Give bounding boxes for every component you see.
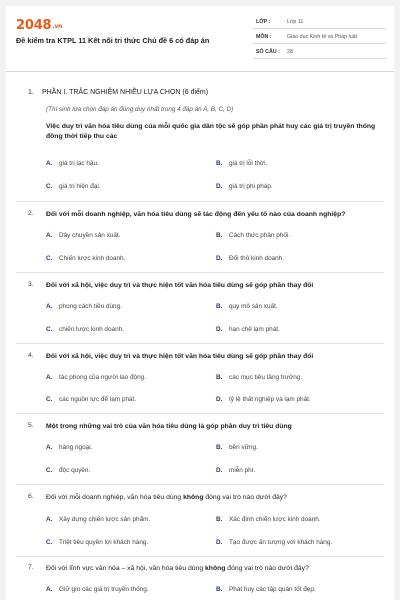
option-a[interactable]	[46, 303, 122, 310]
option-letter: B.	[216, 586, 223, 593]
option-text: Đối thủ kinh doanh.	[229, 255, 285, 262]
option-text: hàng ngoại.	[59, 444, 93, 451]
option-text: Dây chuyền sản xuất.	[59, 232, 121, 239]
option-c[interactable]	[46, 539, 148, 546]
info-value: Lớp 11	[287, 19, 304, 25]
option-d[interactable]	[216, 326, 280, 333]
option-letter: C.	[46, 539, 53, 546]
option-b[interactable]	[216, 303, 278, 310]
option-letter: D.	[216, 326, 223, 333]
option-text: các nguồn lực để lạm phát.	[59, 396, 137, 403]
option-letter: D.	[216, 467, 223, 474]
option-letter: B.	[216, 303, 223, 310]
divider	[16, 556, 384, 557]
question-text-pre: Đối với mỗi doanh nghiệp, văn hóa tiêu dùng	[46, 494, 184, 501]
option-text: Chiến lược kinh doanh.	[59, 255, 126, 262]
option-letter: C.	[46, 183, 53, 190]
option-text: tác phong của người lao động.	[59, 374, 146, 381]
question-text: Một trong những vai trò của văn hóa tiêu dùng là góp phần duy trì tiêu dùng	[46, 423, 292, 430]
question-text: Đối với xã hội, việc duy trì và thực hiện tốt văn hóa tiêu dùng sẽ góp phần thay đổi	[46, 282, 314, 289]
option-letter: A.	[46, 374, 53, 381]
option-c[interactable]	[46, 326, 124, 333]
question-text	[46, 493, 381, 503]
question-text: Đối với mỗi doanh nghiệp, văn hóa tiêu dùng sẽ tác động đến yếu tố nào của doanh nghiệp?	[46, 211, 346, 218]
question-number: 6.	[28, 493, 34, 500]
option-text: giá trị phi pháp.	[229, 183, 273, 190]
option-a[interactable]	[46, 160, 99, 167]
divider	[16, 272, 384, 273]
option-letter: D.	[216, 539, 223, 546]
option-text: Cách thức phân phối.	[229, 232, 291, 239]
option-c[interactable]	[46, 183, 101, 190]
option-a[interactable]	[46, 232, 120, 239]
option-a[interactable]	[46, 516, 150, 523]
option-letter: A.	[46, 444, 53, 451]
question-text	[46, 564, 381, 574]
info-value: Giáo dục Kinh tế và Pháp luật	[287, 34, 358, 40]
option-letter: A.	[46, 160, 53, 167]
section-title: PHẦN I. TRẮC NGHIỆM NHIỀU LỰA CHỌN (6 điểm)	[42, 89, 209, 96]
option-d[interactable]	[216, 467, 255, 474]
option-text: Tạo được ấn tượng với khách hàng.	[229, 539, 333, 546]
option-text: Xây dựng chiến lược sản phẩm.	[59, 516, 151, 523]
question-text-pre: Đối với lĩnh vực văn hóa – xã hội, văn hóa tiêu dùng	[46, 565, 206, 572]
option-letter: A.	[46, 232, 53, 239]
option-text: Giữ gìn các giá trị truyền thống.	[59, 586, 149, 593]
instruction-text: (Thí sinh lựa chọn đáp án đúng duy nhất trong 4 đáp án A, B, C, D)	[46, 106, 234, 113]
option-letter: A.	[46, 303, 53, 310]
option-text: quy mô sản xuất.	[229, 303, 278, 310]
option-letter: C.	[46, 396, 53, 403]
info-key: SỐ CÂU :	[256, 49, 280, 55]
option-text: giá trị lỗi thời.	[229, 160, 268, 167]
question-text-emphasis: không	[183, 494, 204, 501]
option-c[interactable]	[46, 396, 136, 403]
info-row-count	[253, 44, 386, 59]
logo-domain: .vn	[52, 23, 63, 30]
section-heading	[28, 89, 208, 96]
site-logo[interactable]	[16, 18, 62, 33]
exam-page	[6, 6, 394, 600]
question-text-post: đóng vai trò nào dưới đây?	[203, 494, 287, 501]
option-a[interactable]	[46, 444, 92, 451]
page-header	[6, 6, 394, 72]
option-text: các mục tiêu tăng trưởng.	[229, 374, 303, 381]
option-b[interactable]	[216, 160, 267, 167]
option-text: hạn chế lạm phát.	[229, 326, 280, 333]
section-number: 1.	[28, 89, 34, 96]
option-text: tỷ lệ thất nghiệp và lạm phát.	[229, 396, 311, 403]
info-key: LỚP :	[256, 19, 271, 25]
option-d[interactable]	[216, 183, 273, 190]
option-d[interactable]	[216, 396, 311, 403]
option-letter: C.	[46, 326, 53, 333]
info-row-class	[253, 14, 386, 29]
option-letter: A.	[46, 516, 53, 523]
question-number: 3.	[28, 281, 34, 288]
option-a[interactable]	[46, 374, 146, 381]
option-b[interactable]	[216, 516, 321, 523]
question-number: 5.	[28, 422, 34, 429]
question-text: Việc duy trì văn hóa tiêu dùng của mỗi quốc gia dân tộc sẽ góp phần phát huy các giá trị truyền thống đồng thời tiếp thu các	[46, 123, 376, 140]
option-d[interactable]	[216, 255, 284, 262]
option-letter: B.	[216, 516, 223, 523]
option-letter: D.	[216, 396, 223, 403]
option-text: giá trị lạc hậu.	[59, 160, 99, 167]
option-letter: B.	[216, 374, 223, 381]
option-text: Triệt tiêu quyền lợi khách hàng.	[59, 539, 149, 546]
option-letter: D.	[216, 183, 223, 190]
question-number: 7.	[28, 564, 34, 571]
option-text: độc quyền.	[59, 467, 91, 474]
question-number: 4.	[28, 352, 34, 359]
option-b[interactable]	[216, 444, 258, 451]
option-letter: C.	[46, 255, 53, 262]
option-c[interactable]	[46, 467, 90, 474]
divider	[16, 484, 384, 485]
option-c[interactable]	[46, 255, 125, 262]
option-letter: A.	[46, 586, 53, 593]
question-text: Đối với xã hội, việc duy trì và thực hiện tốt văn hóa tiêu dùng sẽ góp phần thay đổi	[46, 353, 314, 360]
question-text-post: đóng vai trò nào dưới đây?	[225, 565, 309, 572]
logo-text: 2048	[16, 18, 52, 33]
option-d[interactable]	[216, 539, 332, 546]
option-letter: D.	[216, 255, 223, 262]
info-row-subject	[253, 29, 386, 44]
info-key: MÔN :	[256, 34, 272, 40]
option-text: chiến lược kinh doanh.	[59, 326, 124, 333]
option-text: Xác định chiến lược kinh doanh.	[229, 516, 321, 523]
question-number: 2.	[28, 210, 34, 217]
divider	[16, 201, 384, 202]
option-letter: B.	[216, 444, 223, 451]
option-letter: C.	[46, 467, 53, 474]
option-b[interactable]	[216, 232, 290, 239]
exam-info-table	[253, 14, 386, 59]
option-b[interactable]	[216, 374, 302, 381]
option-text: Phát huy các tập quán tốt đẹp.	[229, 586, 316, 593]
option-text: miễn phí.	[229, 467, 256, 474]
exam-title: Đề kiểm tra KTPL 11 Kết nối tri thức Chủ đề 6 có đáp án	[16, 36, 210, 45]
question-text-emphasis: không	[205, 565, 226, 572]
info-value: 28	[287, 49, 293, 55]
option-letter: B.	[216, 160, 223, 167]
divider	[16, 343, 384, 344]
option-text: phong cách tiêu dùng.	[59, 303, 122, 310]
option-letter: B.	[216, 232, 223, 239]
option-text: giá trị hiện đại.	[59, 183, 101, 190]
divider	[16, 413, 384, 414]
option-text: bền vững.	[229, 444, 258, 451]
option-b[interactable]	[216, 586, 316, 593]
option-a[interactable]	[46, 586, 149, 593]
